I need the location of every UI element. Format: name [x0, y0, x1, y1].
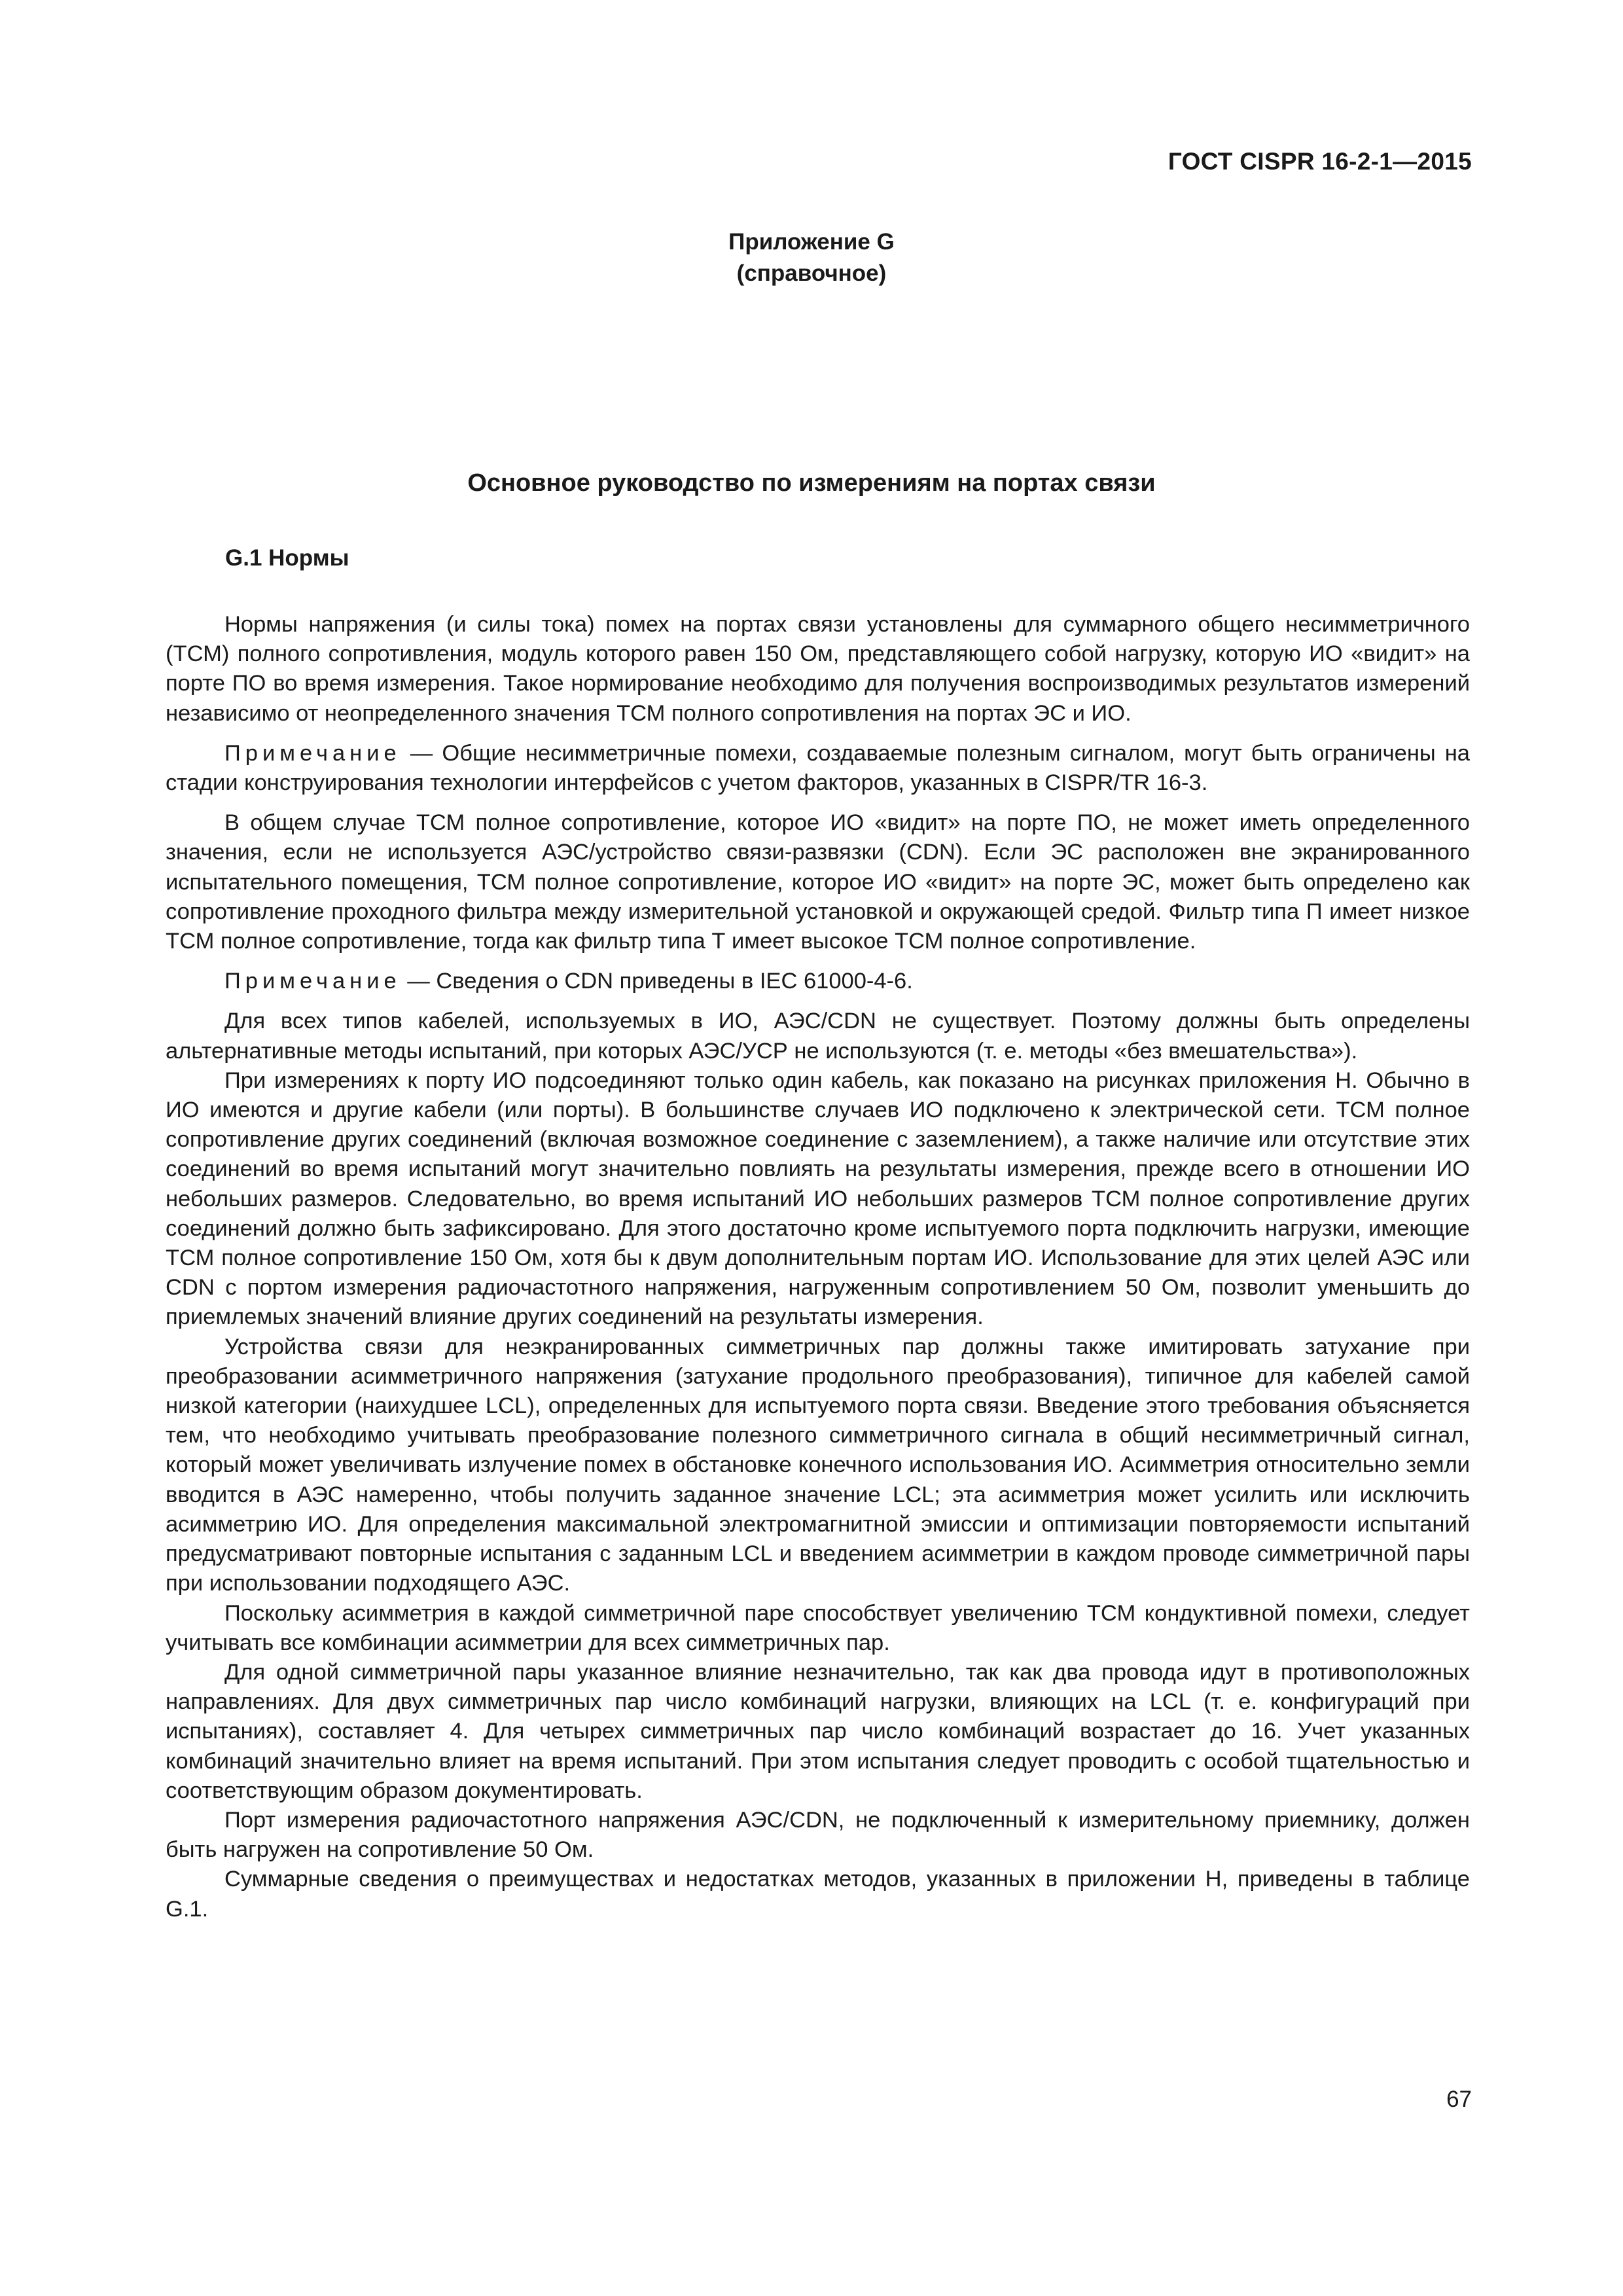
note-2-label: Примечание — [224, 969, 401, 994]
note-1-text: — Общие несимметричные помехи, создаваемые полезным сигналом, могут быть ограничены на стадии конструирования технологии интерфейсов с учетом факторов, указанных в CISPR/TR 16-3. — [166, 740, 1470, 796]
document-id: ГОСТ CISPR 16-2-1—2015 — [1168, 148, 1472, 175]
note-2 — [166, 967, 1470, 996]
annex-title: Основное руководство по измерениям на портах связи — [467, 469, 1156, 497]
section-heading: G.1 Нормы — [225, 545, 349, 571]
paragraph-8: Порт измерения радиочастотного напряжения АЭС/CDN, не подключенный к измерительному приемнику, должен быть нагружен на сопротивление 50 Ом. — [166, 1807, 1470, 1863]
note-1 — [166, 739, 1470, 798]
body-text — [166, 610, 1470, 1924]
paragraph-7: Для одной симметричной пары указанное влияние незначительно, так как два провода идут в противоположных направлениях. Для двух симметричных пар число комбинаций нагрузки, влияющих на LCL (т. е. конфигураций при испытаниях), составляет 4. Для четырех симметричных пар число комбинаций возрастает до 16. Учет указанных комбинаций значительно влияет на время испытаний. При этом испытания следует проводить с особой тщательностью и соответствующим образом документировать. — [166, 1659, 1470, 1803]
paragraph-3: Для всех типов кабелей, используемых в ИО, АЭС/CDN не существует. Поэтому должны быть определены альтернативные методы испытаний, при которых АЭС/УСР не используются (т. е. методы «без вмешательства»). — [166, 1009, 1470, 1064]
paragraph-6: Поскольку асимметрия в каждой симметричной паре способствует увеличению ТСМ кондуктивной помехи, следует учитывать все комбинации асимметрии для всех симметричных пар. — [166, 1600, 1470, 1655]
paragraph-4: При измерениях к порту ИО подсоединяют только один кабель, как показано на рисунках приложения Н. Обычно в ИО имеются и другие кабели (или порты). В большинстве случаев ИО подключено к электрической сети. ТСМ полное сопротивление других соединений (включая возможное соединение с заземлением), а также наличие или отсутствие этих соединений во время испытаний могут значительно повлиять на результаты измерения, прежде всего в отношении ИО небольших размеров. Следовательно, во время испытаний ИО небольших размеров ТСМ полное сопротивление других соединений должно быть зафиксировано. Для этого достаточно кроме испытуемого порта подключить нагрузки, имеющие ТСМ полное сопротивление 150 Ом, хотя бы к двум дополнительным портам ИО. Использование для этих целей АЭС или CDN с портом измерения радиочастотного напряжения, нагруженным сопротивлением 50 Ом, позволит уменьшить до приемлемых значений влияние других соединений на результаты измерения. — [166, 1067, 1470, 1330]
paragraph-2: В общем случае ТСМ полное сопротивление, которое ИО «видит» на порте ПО, не может иметь определенного значения, если не используется АЭС/устройство связи-развязки (CDN). Если ЭС расположен вне экранированного испытательного помещения, ТСМ полное сопротивление, которое ИО «видит» на порте ЭС, может быть определено как сопротивление проходного фильтра между измерительной установкой и окружающей средой. Фильтр типа П имеет низкое ТСМ полное сопротивление, тогда как фильтр типа Т имеет высокое ТСМ полное сопротивление. — [166, 810, 1470, 954]
annex-label: Приложение G — [728, 229, 895, 255]
annex-label-block — [0, 226, 1623, 289]
paragraph-9: Суммарные сведения о преимуществах и недостатках методов, указанных в приложении Н, приведены в таблице G.1. — [166, 1867, 1470, 1922]
note-1-label: Примечание — [224, 740, 401, 766]
note-2-text: — Сведения о CDN приведены в IEC 61000-4-6. — [401, 969, 913, 994]
page-number: 67 — [1446, 2087, 1472, 2112]
paragraph-5: Устройства связи для неэкранированных симметричных пар должны также имитировать затухание при преобразовании асимметричного напряжения (затухание продольного преобразования), типичное для кабелей самой низкой категории (наихудшее LCL), определенных для испытуемого порта связи. Введение этого требования объясняется тем, что необходимо учитывать преобразование полезного симметричного сигнала в общий несимметричный сигнал, который может увеличивать излучение помех в обстановке конечного использования ИО. Асимметрия относительно земли вводится в АЭС намеренно, чтобы получить заданное значение LCL; эта асимметрия может усилить или исключить асимметрию ИО. Для определения максимальной электромагнитной эмиссии и оптимизации повторяемости испытаний предусматривают повторные испытания с заданным LCL и введением асимметрии в каждом проводе симметричной пары при использовании подходящего АЭС. — [166, 1334, 1470, 1596]
annex-kind: (справочное) — [736, 260, 887, 286]
paragraph-1: Нормы напряжения (и силы тока) помех на портах связи установлены для суммарного общего несимметричного (ТСМ) полного сопротивления, модуль которого равен 150 Ом, представляющего собой нагрузку, которую ИО «видит» на порте ПО во время измерения. Такое нормирование необходимо для получения воспроизводимых результатов измерений независимо от неопределенного значения ТСМ полного сопротивления на портах ЭС и ИО. — [166, 612, 1470, 726]
